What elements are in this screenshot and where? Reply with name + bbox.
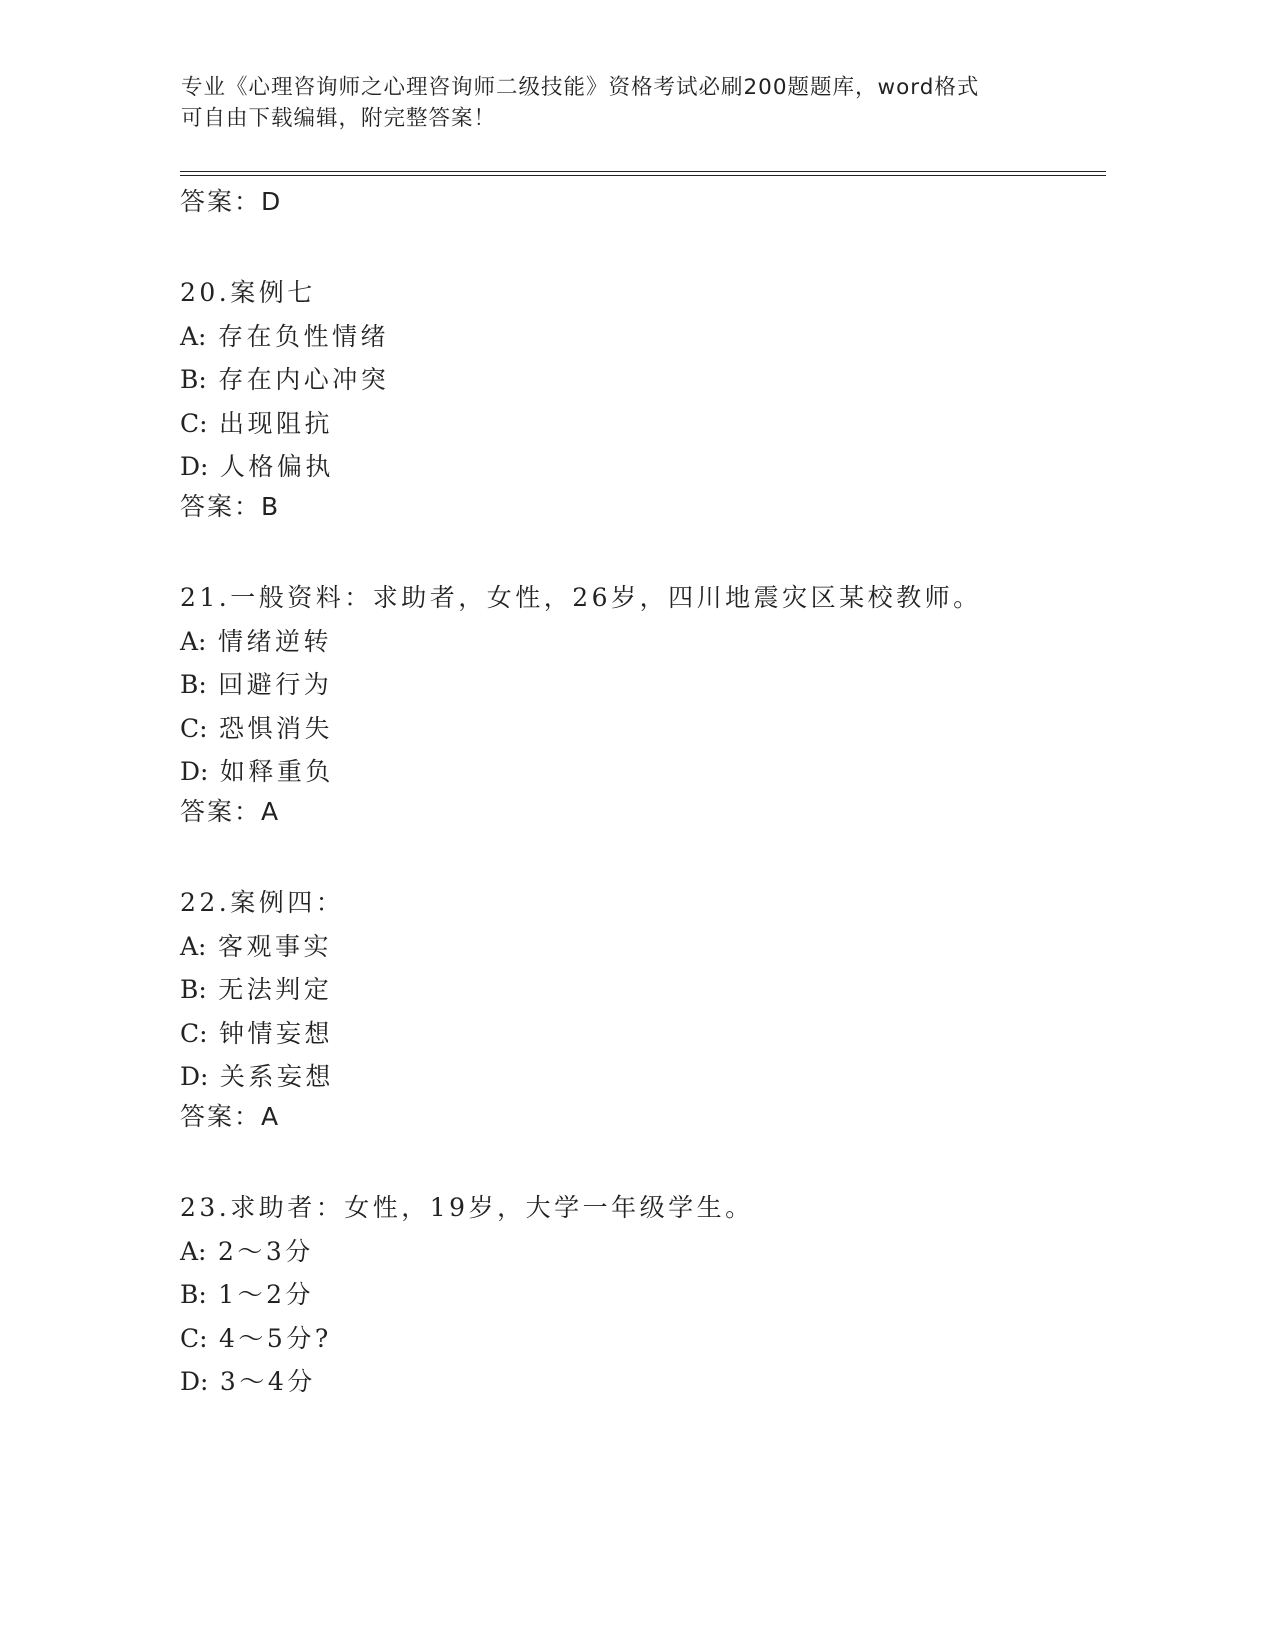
spacer [180,533,1106,576]
question-number: 22. [180,887,231,917]
question-block [180,271,1106,533]
option-text: 2～3分 [217,1236,314,1266]
question-number: 20. [180,278,231,307]
option-b [180,358,1106,402]
option-text: 客观事实 [217,931,332,961]
question-text [180,1186,1106,1230]
option-c [180,707,1106,751]
option-text: 如释重负 [219,757,334,787]
answer-line: 答案：B [180,491,281,521]
option-a [180,925,1106,969]
option-b [180,663,1106,707]
option-label: C: [180,1323,208,1353]
option-label: D: [180,757,209,787]
option-label: C: [180,408,208,438]
header-divider-top [180,171,1106,172]
option-text: 3～4分 [219,1367,316,1397]
header-line-1: 专业《心理咨询师之心理咨询师二级技能》资格考试必刷200题题库，word格式 [181,75,980,100]
option-c [180,1012,1106,1056]
option-c [180,402,1106,446]
spacer [180,1143,1106,1186]
option-text: 恐惧消失 [219,713,334,743]
option-b [180,968,1106,1012]
option-a [180,620,1106,664]
question-stem: 一般资料：求助者，女性，26岁，四川地震灾区某校教师。 [230,582,982,612]
answer-line: 答案：A [180,1101,281,1131]
question-number: 21. [180,582,231,612]
option-label: B: [180,1280,207,1310]
option-c [180,1317,1106,1361]
option-a [180,1230,1106,1274]
question-block [180,1186,1106,1404]
question-list [180,184,1106,1404]
option-a [180,315,1106,359]
option-d [180,445,1106,489]
option-text: 出现阻抗 [219,408,334,438]
question-stem: 求助者：女性，19岁，大学一年级学生。 [230,1192,754,1222]
option-text: 人格偏执 [219,452,334,482]
option-label: A: [180,321,207,351]
header-divider-bottom [180,175,1106,176]
option-label: D: [180,452,209,482]
option-d [180,1055,1106,1099]
option-text: 关系妄想 [219,1062,334,1092]
question-number: 23. [180,1192,231,1222]
option-label: C: [180,713,208,743]
option-text: 回避行为 [218,670,333,700]
option-d [180,750,1106,794]
document-header [181,72,1081,134]
question-block [180,881,1106,1143]
option-label: D: [180,1367,209,1397]
option-label: A: [180,1236,207,1266]
option-label: B: [180,365,207,395]
spacer [180,838,1106,881]
option-text: 钟情妄想 [219,1018,334,1048]
option-label: A: [180,931,207,961]
option-label: D: [180,1062,209,1092]
question-stem: 案例七 [230,278,316,307]
option-text: 4～5分? [219,1323,332,1353]
option-text: 存在负性情绪 [217,321,389,351]
option-text: 无法判定 [218,975,333,1005]
spacer [180,228,1106,271]
option-text: 情绪逆转 [217,626,332,656]
header-line-2: 可自由下载编辑，附完整答案！ [181,106,497,131]
option-label: B: [180,670,207,700]
option-b [180,1273,1106,1317]
option-text: 存在内心冲突 [218,365,390,395]
option-label: B: [180,975,207,1005]
question-text [180,576,1106,620]
question-stem: 案例四： [230,887,345,917]
question-block [180,576,1106,838]
answer-line: 答案：D [180,187,283,216]
option-label: A: [180,626,207,656]
option-label: C: [180,1018,208,1048]
option-d [180,1360,1106,1404]
option-text: 1～2分 [218,1280,315,1310]
answer-line: 答案：A [180,796,281,826]
question-text [180,271,1106,315]
question-text [180,881,1106,925]
